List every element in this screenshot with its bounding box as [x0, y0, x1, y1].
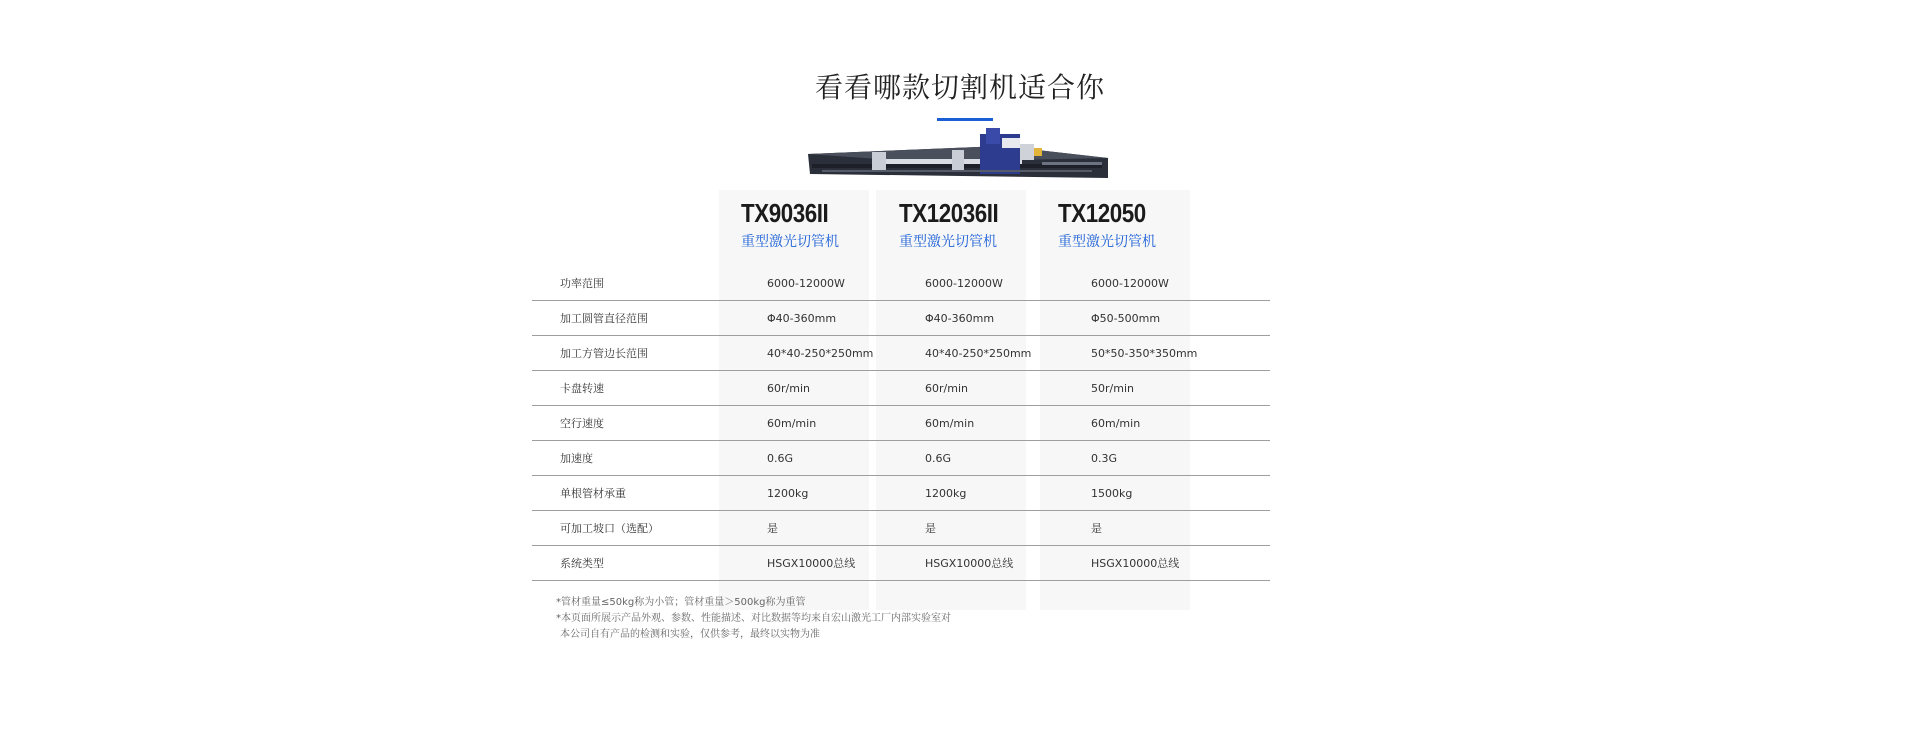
spec-value: 1200kg: [925, 476, 1091, 511]
spec-value: HSGX10000总线: [925, 546, 1091, 581]
spec-value: 60m/min: [925, 406, 1091, 441]
spec-value: 60r/min: [925, 371, 1091, 406]
model-header-1: [741, 198, 901, 252]
table-row: [532, 546, 1270, 581]
spec-value: 0.6G: [767, 441, 925, 476]
spec-value: 是: [1091, 511, 1270, 546]
spec-value: 50r/min: [1091, 371, 1270, 406]
spec-label: 卡盘转速: [532, 371, 767, 406]
spec-value: 60r/min: [767, 371, 925, 406]
spec-value: 是: [767, 511, 925, 546]
table-row: [532, 476, 1270, 511]
spec-value: 0.3G: [1091, 441, 1270, 476]
spec-label: 加工方管边长范围: [532, 336, 767, 371]
model-type: 重型激光切管机: [741, 234, 839, 250]
model-header-3: [1058, 198, 1218, 252]
spec-value: 是: [925, 511, 1091, 546]
spec-value: 6000-12000W: [925, 266, 1091, 301]
spec-label: 系统类型: [532, 546, 767, 581]
laser-tube-cutting-machine-image: [802, 126, 1114, 188]
spec-comparison-table: [532, 266, 1270, 581]
model-name: TX9036II: [741, 198, 829, 228]
model-name: TX12036II: [899, 198, 999, 228]
model-type: 重型激光切管机: [1058, 234, 1156, 250]
spec-value: 60m/min: [767, 406, 925, 441]
spec-label: 可加工坡口（选配）: [532, 511, 767, 546]
page-title: 看看哪款切割机适合你: [814, 71, 1105, 104]
model-type: 重型激光切管机: [899, 234, 997, 250]
footnote-line: 本公司自有产品的检测和实验，仅供参考，最终以实物为准: [560, 629, 820, 640]
spec-value: Φ50-500mm: [1091, 301, 1270, 336]
table-row: [532, 371, 1270, 406]
model-name: TX12050: [1058, 198, 1146, 228]
footnote-line: *管材重量≤50kg称为小管；管材重量＞500kg称为重管: [556, 597, 806, 608]
spec-label: 单根管材承重: [532, 476, 767, 511]
spec-value: Φ40-360mm: [925, 301, 1091, 336]
spec-value: 40*40-250*250mm: [767, 336, 925, 371]
spec-label: 空行速度: [532, 406, 767, 441]
spec-label: 功率范围: [532, 266, 767, 301]
spec-label: 加速度: [532, 441, 767, 476]
spec-value: Φ40-360mm: [767, 301, 925, 336]
spec-value: 1500kg: [1091, 476, 1270, 511]
spec-value: 60m/min: [1091, 406, 1270, 441]
table-row: [532, 266, 1270, 301]
footnotes: [556, 595, 951, 643]
table-row: [532, 301, 1270, 336]
table-row: [532, 406, 1270, 441]
spec-value: 6000-12000W: [1091, 266, 1270, 301]
model-header-2: [899, 198, 1059, 252]
spec-label: 加工圆管直径范围: [532, 301, 767, 336]
table-row: [532, 511, 1270, 546]
spec-value: HSGX10000总线: [767, 546, 925, 581]
table-row: [532, 441, 1270, 476]
spec-value: HSGX10000总线: [1091, 546, 1270, 581]
spec-value: 0.6G: [925, 441, 1091, 476]
spec-value: 50*50-350*350mm: [1091, 336, 1270, 371]
table-row: [532, 336, 1270, 371]
spec-value: 6000-12000W: [767, 266, 925, 301]
spec-value: 40*40-250*250mm: [925, 336, 1091, 371]
footnote-line: *本页面所展示产品外观、参数、性能描述、对比数据等均来自宏山激光工厂内部实验室对: [556, 613, 951, 624]
spec-value: 1200kg: [767, 476, 925, 511]
title-underline: [937, 118, 993, 121]
